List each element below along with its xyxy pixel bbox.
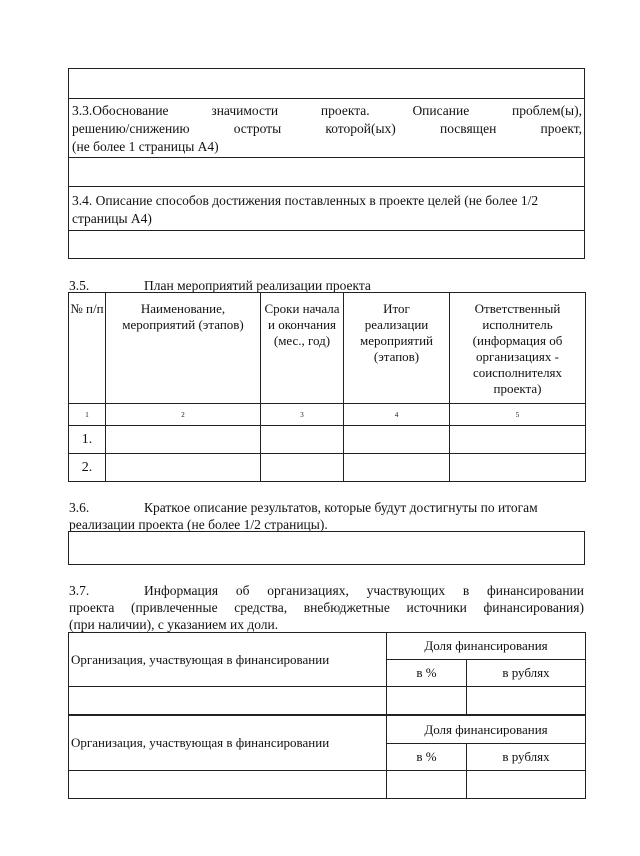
- s37-line1: Информация об организациях, участвующих в финансировании: [144, 583, 584, 598]
- s37-line2: проекта (привлеченные средства, внебюджетные источники финансирования): [69, 600, 584, 615]
- share-label: Доля финансирования: [387, 633, 586, 660]
- s36-number: 3.6.: [69, 500, 90, 515]
- rub-label: в рублях: [467, 660, 586, 687]
- org-label: Организация, участвующая в финансировании: [69, 633, 387, 687]
- col-header-responsible: Ответственный исполнитель (информация об организациях - соисполнителях проекта): [450, 293, 586, 404]
- s33-line1: 3.3.Обоснование значимости проекта. Описание проблем(ы),: [72, 103, 582, 118]
- org-name-input[interactable]: [69, 771, 387, 799]
- section-3-3-heading: [72, 102, 582, 156]
- col-header-result: Итог реализации мероприятий (этапов): [344, 293, 450, 404]
- section-3-4-heading: [72, 192, 582, 228]
- col-number: 1: [69, 404, 106, 426]
- percent-label: в %: [387, 660, 467, 687]
- table-row: [69, 454, 586, 482]
- table-cell-input[interactable]: [344, 426, 450, 454]
- org-label: Организация, участвующая в финансировании: [69, 716, 387, 771]
- table-cell-input[interactable]: [344, 454, 450, 482]
- table-row: [69, 426, 586, 454]
- col-number: 3: [261, 404, 344, 426]
- field-3-3-answer[interactable]: [69, 157, 584, 187]
- s35-number: 3.5.: [69, 278, 90, 293]
- table-cell-input[interactable]: [261, 426, 344, 454]
- column-number-row: [69, 404, 586, 426]
- table-cell-input[interactable]: [450, 426, 586, 454]
- table-header-row: [69, 293, 586, 404]
- percent-label: в %: [387, 744, 467, 771]
- percent-input[interactable]: [387, 771, 467, 799]
- table-cell-input[interactable]: [450, 454, 586, 482]
- activity-plan-table: [68, 292, 586, 482]
- col-header-num: № п/п: [69, 293, 106, 404]
- s36-line1: Краткое описание результатов, которые будут достигнуты по итогам: [144, 500, 538, 515]
- financing-table-2: [68, 715, 586, 799]
- rub-label: в рублях: [467, 744, 586, 771]
- field-3-4-answer[interactable]: [69, 230, 584, 259]
- s34-line1: 3.4. Описание способов достижения поставленных в проекте целей (не более 1/2: [72, 193, 539, 208]
- section-3-6-heading: [69, 499, 584, 533]
- table-cell-input[interactable]: [106, 454, 261, 482]
- s33-line3: (не более 1 страницы А4): [72, 139, 219, 154]
- section-3-7-heading: [69, 582, 584, 633]
- percent-input[interactable]: [387, 687, 467, 715]
- col-number: 2: [106, 404, 261, 426]
- table-cell-input[interactable]: [261, 454, 344, 482]
- s37-line3: (при наличии), с указанием их доли.: [69, 617, 279, 632]
- s36-line2: реализации проекта (не более 1/2 страницы).: [69, 517, 328, 532]
- table-row: [69, 687, 586, 715]
- table-row: [69, 771, 586, 799]
- row-number: 1.: [69, 426, 106, 454]
- rub-input[interactable]: [467, 687, 586, 715]
- col-number: 5: [450, 404, 586, 426]
- col-header-name: Наименование, мероприятий (этапов): [106, 293, 261, 404]
- s33-line2: решению/снижению остроты которой(ых) посвящен проект,: [72, 121, 582, 136]
- s34-line2: страницы А4): [72, 211, 152, 226]
- org-name-input[interactable]: [69, 687, 387, 715]
- table-cell-input[interactable]: [106, 426, 261, 454]
- rub-input[interactable]: [467, 771, 586, 799]
- col-number: 4: [344, 404, 450, 426]
- share-label: Доля финансирования: [387, 716, 586, 744]
- s35-title: План мероприятий реализации проекта: [144, 278, 371, 293]
- field-3-6-answer[interactable]: [68, 531, 585, 565]
- field-3-2-answer[interactable]: [69, 69, 584, 99]
- s37-number: 3.7.: [69, 583, 90, 598]
- col-header-dates: Сроки начала и окончания (мес., год): [261, 293, 344, 404]
- financing-table-1: [68, 632, 586, 715]
- row-number: 2.: [69, 454, 106, 482]
